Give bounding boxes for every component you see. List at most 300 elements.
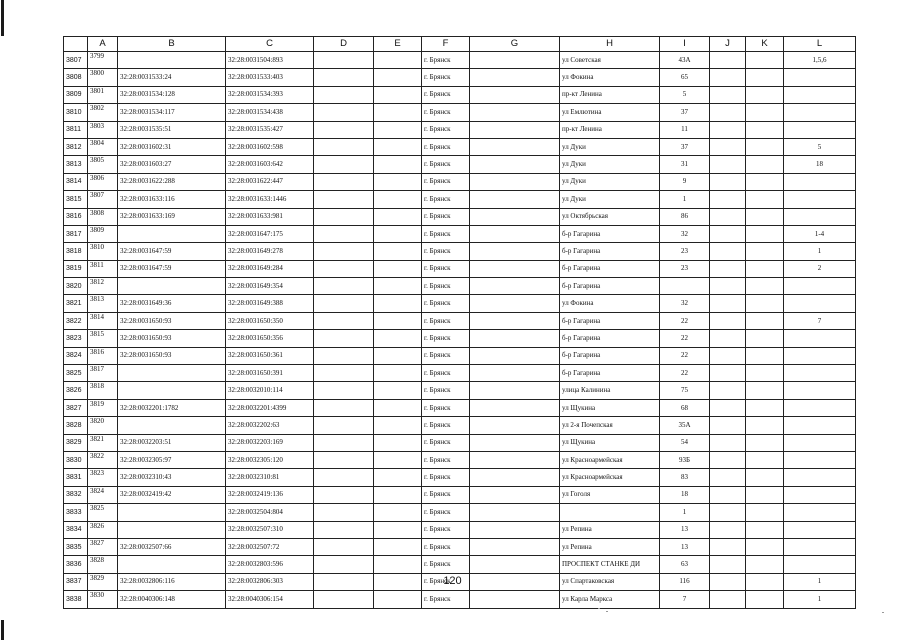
cell-c[interactable]: 32:28:0031649:278 [226, 243, 314, 260]
cell-d[interactable] [314, 295, 374, 312]
corner-cell[interactable] [64, 37, 88, 52]
cell-g[interactable] [470, 434, 560, 451]
cell-d[interactable] [314, 121, 374, 138]
cell-d[interactable] [314, 591, 374, 608]
cell-f[interactable]: г. Брянск [422, 486, 470, 503]
cell-i[interactable]: 35А [660, 417, 710, 434]
row-number-cell[interactable]: 3833 [64, 504, 88, 521]
cell-e[interactable] [374, 52, 422, 69]
cell-g[interactable] [470, 156, 560, 173]
cell-d[interactable] [314, 260, 374, 277]
cell-g[interactable] [470, 504, 560, 521]
cell-c[interactable]: 32:28:0031633:1446 [226, 191, 314, 208]
cell-c[interactable]: 32:28:0031603:642 [226, 156, 314, 173]
cell-b[interactable] [118, 52, 226, 69]
cell-c[interactable]: 32:28:0032201:4399 [226, 399, 314, 416]
cell-l[interactable] [784, 347, 856, 364]
cell-l[interactable]: 5 [784, 138, 856, 155]
cell-a[interactable] [88, 243, 118, 260]
cell-b[interactable] [118, 556, 226, 573]
cell-h[interactable]: ул Карла Маркса [560, 591, 660, 608]
cell-d[interactable] [314, 451, 374, 468]
cell-h[interactable]: ул Дуки [560, 191, 660, 208]
cell-h[interactable]: ул Спартаковская [560, 573, 660, 590]
cell-h[interactable]: ул Фокина [560, 295, 660, 312]
cell-a[interactable] [88, 121, 118, 138]
cell-d[interactable] [314, 538, 374, 555]
cell-g[interactable] [470, 225, 560, 242]
cell-e[interactable] [374, 538, 422, 555]
cell-b[interactable]: 32:28:0031650:93 [118, 312, 226, 329]
cell-j[interactable] [710, 382, 746, 399]
cell-k[interactable] [746, 556, 784, 573]
cell-g[interactable] [470, 417, 560, 434]
row-number-cell[interactable]: 3838 [64, 591, 88, 608]
cell-k[interactable] [746, 347, 784, 364]
cell-d[interactable] [314, 417, 374, 434]
row-number-cell[interactable]: 3824 [64, 347, 88, 364]
cell-e[interactable] [374, 173, 422, 190]
cell-l[interactable]: 18 [784, 156, 856, 173]
cell-b[interactable] [118, 365, 226, 382]
cell-h[interactable]: ул Дуки [560, 173, 660, 190]
cell-b[interactable]: 32:28:0032310:43 [118, 469, 226, 486]
cell-i[interactable]: 22 [660, 365, 710, 382]
cell-i[interactable]: 1 [660, 191, 710, 208]
cell-d[interactable] [314, 104, 374, 121]
cell-g[interactable] [470, 365, 560, 382]
cell-k[interactable] [746, 121, 784, 138]
cell-l[interactable] [784, 365, 856, 382]
cell-k[interactable] [746, 382, 784, 399]
cell-f[interactable]: г. Брянск [422, 138, 470, 155]
cell-k[interactable] [746, 191, 784, 208]
cell-k[interactable] [746, 156, 784, 173]
cell-f[interactable]: г. Брянск [422, 312, 470, 329]
cell-l[interactable] [784, 486, 856, 503]
cell-h[interactable]: ул Красноармейская [560, 451, 660, 468]
cell-b[interactable]: 32:28:0031534:128 [118, 86, 226, 103]
cell-c[interactable]: 32:28:0032507:310 [226, 521, 314, 538]
cell-l[interactable] [784, 382, 856, 399]
cell-j[interactable] [710, 538, 746, 555]
cell-c[interactable]: 32:28:0032202:63 [226, 417, 314, 434]
cell-j[interactable] [710, 104, 746, 121]
cell-e[interactable] [374, 121, 422, 138]
cell-f[interactable]: г. Брянск [422, 225, 470, 242]
cell-b[interactable]: 32:28:0031649:36 [118, 295, 226, 312]
cell-j[interactable] [710, 121, 746, 138]
cell-g[interactable] [470, 69, 560, 86]
cell-h[interactable] [560, 504, 660, 521]
cell-k[interactable] [746, 104, 784, 121]
cell-k[interactable] [746, 52, 784, 69]
cell-k[interactable] [746, 469, 784, 486]
cell-j[interactable] [710, 417, 746, 434]
row-number-cell[interactable]: 3829 [64, 434, 88, 451]
cell-h[interactable]: ул Дуки [560, 138, 660, 155]
cell-f[interactable]: г. Брянск [422, 69, 470, 86]
cell-l[interactable]: 7 [784, 312, 856, 329]
cell-h[interactable]: ул Фокина [560, 69, 660, 86]
cell-b[interactable]: 32:28:0032419:42 [118, 486, 226, 503]
cell-e[interactable] [374, 591, 422, 608]
cell-j[interactable] [710, 191, 746, 208]
cell-l[interactable]: 1,5,6 [784, 52, 856, 69]
cell-j[interactable] [710, 173, 746, 190]
cell-j[interactable] [710, 504, 746, 521]
cell-l[interactable] [784, 69, 856, 86]
cell-a[interactable] [88, 104, 118, 121]
cell-c[interactable]: 32:28:0031649:388 [226, 295, 314, 312]
cell-e[interactable] [374, 225, 422, 242]
cell-d[interactable] [314, 243, 374, 260]
cell-j[interactable] [710, 486, 746, 503]
cell-b[interactable]: 32:28:0031633:169 [118, 208, 226, 225]
cell-c[interactable]: 32:28:0031633:981 [226, 208, 314, 225]
cell-a[interactable] [88, 434, 118, 451]
cell-k[interactable] [746, 365, 784, 382]
cell-i[interactable]: 75 [660, 382, 710, 399]
column-header-d[interactable]: D [314, 37, 374, 52]
cell-a[interactable] [88, 486, 118, 503]
cell-d[interactable] [314, 330, 374, 347]
column-header-a[interactable]: A [88, 37, 118, 52]
cell-g[interactable] [470, 52, 560, 69]
cell-e[interactable] [374, 434, 422, 451]
cell-i[interactable]: 86 [660, 208, 710, 225]
cell-e[interactable] [374, 504, 422, 521]
cell-d[interactable] [314, 486, 374, 503]
cell-e[interactable] [374, 86, 422, 103]
cell-k[interactable] [746, 173, 784, 190]
cell-g[interactable] [470, 86, 560, 103]
cell-k[interactable] [746, 295, 784, 312]
column-header-k[interactable]: K [746, 37, 784, 52]
cell-h[interactable]: ул Щукина [560, 399, 660, 416]
cell-k[interactable] [746, 208, 784, 225]
cell-k[interactable] [746, 451, 784, 468]
cell-i[interactable]: 68 [660, 399, 710, 416]
cell-h[interactable]: ул Октябрьская [560, 208, 660, 225]
cell-f[interactable]: г. Брянск [422, 591, 470, 608]
cell-g[interactable] [470, 556, 560, 573]
cell-b[interactable]: 32:28:0032201:1782 [118, 399, 226, 416]
cell-b[interactable]: 32:28:0031650:93 [118, 347, 226, 364]
cell-j[interactable] [710, 278, 746, 295]
cell-g[interactable] [470, 382, 560, 399]
cell-a[interactable] [88, 225, 118, 242]
cell-l[interactable] [784, 417, 856, 434]
cell-c[interactable]: 32:28:0040306:154 [226, 591, 314, 608]
cell-d[interactable] [314, 556, 374, 573]
cell-j[interactable] [710, 451, 746, 468]
cell-a[interactable] [88, 591, 118, 608]
cell-e[interactable] [374, 556, 422, 573]
cell-h[interactable]: пр-кт Ленина [560, 121, 660, 138]
cell-l[interactable] [784, 434, 856, 451]
cell-c[interactable]: 32:28:0031649:354 [226, 278, 314, 295]
cell-f[interactable]: г. Брянск [422, 86, 470, 103]
cell-e[interactable] [374, 521, 422, 538]
cell-e[interactable] [374, 347, 422, 364]
cell-g[interactable] [470, 191, 560, 208]
cell-h[interactable]: ул Репина [560, 521, 660, 538]
cell-h[interactable]: б-р Гагарина [560, 347, 660, 364]
cell-e[interactable] [374, 69, 422, 86]
row-number-cell[interactable]: 3826 [64, 382, 88, 399]
cell-c[interactable]: 32:28:0032504:804 [226, 504, 314, 521]
cell-b[interactable]: 32:28:0031534:117 [118, 104, 226, 121]
cell-c[interactable]: 32:28:0031649:284 [226, 260, 314, 277]
row-number-cell[interactable]: 3814 [64, 173, 88, 190]
cell-k[interactable] [746, 260, 784, 277]
cell-e[interactable] [374, 469, 422, 486]
cell-k[interactable] [746, 278, 784, 295]
cell-d[interactable] [314, 138, 374, 155]
cell-h[interactable]: ул Дуки [560, 156, 660, 173]
cell-h[interactable]: ул Щукина [560, 434, 660, 451]
row-number-cell[interactable]: 3818 [64, 243, 88, 260]
cell-e[interactable] [374, 208, 422, 225]
cell-h[interactable]: б-р Гагарина [560, 365, 660, 382]
cell-l[interactable]: 1-4 [784, 225, 856, 242]
row-number-cell[interactable]: 3811 [64, 121, 88, 138]
cell-c[interactable]: 32:28:0032310:81 [226, 469, 314, 486]
cell-f[interactable]: г. Брянск [422, 365, 470, 382]
row-number-cell[interactable]: 3823 [64, 330, 88, 347]
cell-i[interactable]: 7 [660, 591, 710, 608]
cell-i[interactable]: 18 [660, 486, 710, 503]
cell-f[interactable]: г. Брянск [422, 573, 470, 590]
cell-c[interactable]: 32:28:0031650:361 [226, 347, 314, 364]
cell-b[interactable]: 32:28:0032806:116 [118, 573, 226, 590]
cell-k[interactable] [746, 86, 784, 103]
cell-j[interactable] [710, 330, 746, 347]
cell-g[interactable] [470, 347, 560, 364]
cell-g[interactable] [470, 451, 560, 468]
cell-k[interactable] [746, 521, 784, 538]
row-number-cell[interactable]: 3821 [64, 295, 88, 312]
row-number-cell[interactable]: 3808 [64, 69, 88, 86]
cell-d[interactable] [314, 208, 374, 225]
cell-d[interactable] [314, 469, 374, 486]
cell-b[interactable]: 32:28:0031533:24 [118, 69, 226, 86]
cell-i[interactable]: 31 [660, 156, 710, 173]
row-number-cell[interactable]: 3828 [64, 417, 88, 434]
cell-d[interactable] [314, 173, 374, 190]
cell-i[interactable]: 23 [660, 260, 710, 277]
cell-i[interactable]: 22 [660, 312, 710, 329]
cell-g[interactable] [470, 330, 560, 347]
cell-j[interactable] [710, 243, 746, 260]
row-number-cell[interactable]: 3812 [64, 138, 88, 155]
cell-b[interactable] [118, 382, 226, 399]
cell-a[interactable] [88, 469, 118, 486]
cell-i[interactable]: 9 [660, 173, 710, 190]
cell-k[interactable] [746, 538, 784, 555]
row-number-cell[interactable]: 3832 [64, 486, 88, 503]
cell-l[interactable] [784, 104, 856, 121]
cell-i[interactable]: 1 [660, 504, 710, 521]
cell-d[interactable] [314, 225, 374, 242]
cell-i[interactable]: 11 [660, 121, 710, 138]
cell-h[interactable]: б-р Гагарина [560, 243, 660, 260]
column-header-l[interactable]: L [784, 37, 856, 52]
cell-e[interactable] [374, 365, 422, 382]
cell-e[interactable] [374, 243, 422, 260]
cell-a[interactable] [88, 295, 118, 312]
cell-i[interactable]: 65 [660, 69, 710, 86]
cell-j[interactable] [710, 434, 746, 451]
cell-c[interactable]: 32:28:0032806:303 [226, 573, 314, 590]
cell-l[interactable] [784, 399, 856, 416]
cell-g[interactable] [470, 295, 560, 312]
cell-d[interactable] [314, 365, 374, 382]
cell-b[interactable]: 32:28:0031647:59 [118, 260, 226, 277]
cell-a[interactable] [88, 156, 118, 173]
cell-g[interactable] [470, 173, 560, 190]
cell-k[interactable] [746, 434, 784, 451]
cell-j[interactable] [710, 521, 746, 538]
cell-c[interactable]: 32:28:0032419:136 [226, 486, 314, 503]
cell-l[interactable] [784, 556, 856, 573]
cell-j[interactable] [710, 556, 746, 573]
cell-h[interactable]: ул Гоголя [560, 486, 660, 503]
cell-d[interactable] [314, 312, 374, 329]
cell-k[interactable] [746, 138, 784, 155]
cell-d[interactable] [314, 191, 374, 208]
cell-f[interactable]: г. Брянск [422, 451, 470, 468]
row-number-cell[interactable]: 3837 [64, 573, 88, 590]
cell-f[interactable]: г. Брянск [422, 556, 470, 573]
cell-d[interactable] [314, 156, 374, 173]
cell-d[interactable] [314, 86, 374, 103]
cell-i[interactable]: 23 [660, 243, 710, 260]
cell-g[interactable] [470, 486, 560, 503]
cell-f[interactable]: г. Брянск [422, 504, 470, 521]
cell-a[interactable] [88, 382, 118, 399]
cell-b[interactable]: 32:28:0040306:148 [118, 591, 226, 608]
cell-e[interactable] [374, 486, 422, 503]
cell-a[interactable] [88, 208, 118, 225]
column-header-e[interactable]: E [374, 37, 422, 52]
column-header-i[interactable]: I [660, 37, 710, 52]
cell-c[interactable]: 32:28:0031534:438 [226, 104, 314, 121]
cell-a[interactable] [88, 451, 118, 468]
cell-b[interactable] [118, 521, 226, 538]
cell-g[interactable] [470, 538, 560, 555]
cell-a[interactable] [88, 138, 118, 155]
cell-j[interactable] [710, 347, 746, 364]
row-number-cell[interactable]: 3835 [64, 538, 88, 555]
column-header-j[interactable]: J [710, 37, 746, 52]
cell-d[interactable] [314, 278, 374, 295]
cell-a[interactable] [88, 504, 118, 521]
cell-c[interactable]: 32:28:0031650:350 [226, 312, 314, 329]
cell-i[interactable]: 93Б [660, 451, 710, 468]
cell-e[interactable] [374, 295, 422, 312]
row-number-cell[interactable]: 3819 [64, 260, 88, 277]
cell-l[interactable]: 1 [784, 573, 856, 590]
cell-l[interactable] [784, 121, 856, 138]
cell-l[interactable]: 1 [784, 591, 856, 608]
cell-d[interactable] [314, 521, 374, 538]
cell-j[interactable] [710, 69, 746, 86]
cell-e[interactable] [374, 104, 422, 121]
cell-l[interactable] [784, 191, 856, 208]
cell-c[interactable]: 32:28:0031650:391 [226, 365, 314, 382]
cell-g[interactable] [470, 312, 560, 329]
cell-a[interactable] [88, 365, 118, 382]
cell-f[interactable]: г. Брянск [422, 52, 470, 69]
cell-c[interactable]: 32:28:0031602:598 [226, 138, 314, 155]
row-number-cell[interactable]: 3834 [64, 521, 88, 538]
cell-f[interactable]: г. Брянск [422, 417, 470, 434]
cell-g[interactable] [470, 104, 560, 121]
cell-l[interactable] [784, 504, 856, 521]
cell-e[interactable] [374, 330, 422, 347]
cell-f[interactable]: г. Брянск [422, 156, 470, 173]
cell-j[interactable] [710, 225, 746, 242]
cell-b[interactable]: 32:28:0031647:59 [118, 243, 226, 260]
cell-h[interactable]: ул Советская [560, 52, 660, 69]
cell-c[interactable]: 32:28:0032010:114 [226, 382, 314, 399]
cell-k[interactable] [746, 312, 784, 329]
cell-b[interactable]: 32:28:0031603:27 [118, 156, 226, 173]
cell-h[interactable]: б-р Гагарина [560, 260, 660, 277]
cell-j[interactable] [710, 86, 746, 103]
cell-f[interactable]: г. Брянск [422, 260, 470, 277]
column-header-f[interactable]: F [422, 37, 470, 52]
cell-f[interactable]: г. Брянск [422, 295, 470, 312]
row-number-cell[interactable]: 3830 [64, 451, 88, 468]
cell-b[interactable]: 32:28:0031633:116 [118, 191, 226, 208]
row-number-cell[interactable]: 3822 [64, 312, 88, 329]
column-header-g[interactable]: G [470, 37, 560, 52]
cell-l[interactable] [784, 521, 856, 538]
cell-g[interactable] [470, 469, 560, 486]
row-number-cell[interactable]: 3810 [64, 104, 88, 121]
cell-f[interactable]: г. Брянск [422, 399, 470, 416]
cell-i[interactable]: 54 [660, 434, 710, 451]
cell-e[interactable] [374, 417, 422, 434]
cell-g[interactable] [470, 243, 560, 260]
row-number-cell[interactable]: 3816 [64, 208, 88, 225]
cell-j[interactable] [710, 295, 746, 312]
cell-c[interactable]: 32:28:0032203:169 [226, 434, 314, 451]
cell-a[interactable] [88, 347, 118, 364]
cell-a[interactable] [88, 312, 118, 329]
cell-g[interactable] [470, 399, 560, 416]
cell-l[interactable] [784, 295, 856, 312]
cell-f[interactable]: г. Брянск [422, 208, 470, 225]
cell-j[interactable] [710, 469, 746, 486]
cell-f[interactable]: г. Брянск [422, 434, 470, 451]
row-number-cell[interactable]: 3815 [64, 191, 88, 208]
cell-i[interactable]: 32 [660, 295, 710, 312]
cell-f[interactable]: г. Брянск [422, 382, 470, 399]
cell-h[interactable]: ул Красноармейская [560, 469, 660, 486]
cell-h[interactable]: ПРОСПЕКТ СТАНКЕ ДИ [560, 556, 660, 573]
cell-f[interactable]: г. Брянск [422, 469, 470, 486]
cell-c[interactable]: 32:28:0031504:893 [226, 52, 314, 69]
cell-a[interactable] [88, 278, 118, 295]
cell-l[interactable] [784, 451, 856, 468]
cell-h[interactable]: б-р Гагарина [560, 330, 660, 347]
column-header-c[interactable]: C [226, 37, 314, 52]
cell-k[interactable] [746, 399, 784, 416]
